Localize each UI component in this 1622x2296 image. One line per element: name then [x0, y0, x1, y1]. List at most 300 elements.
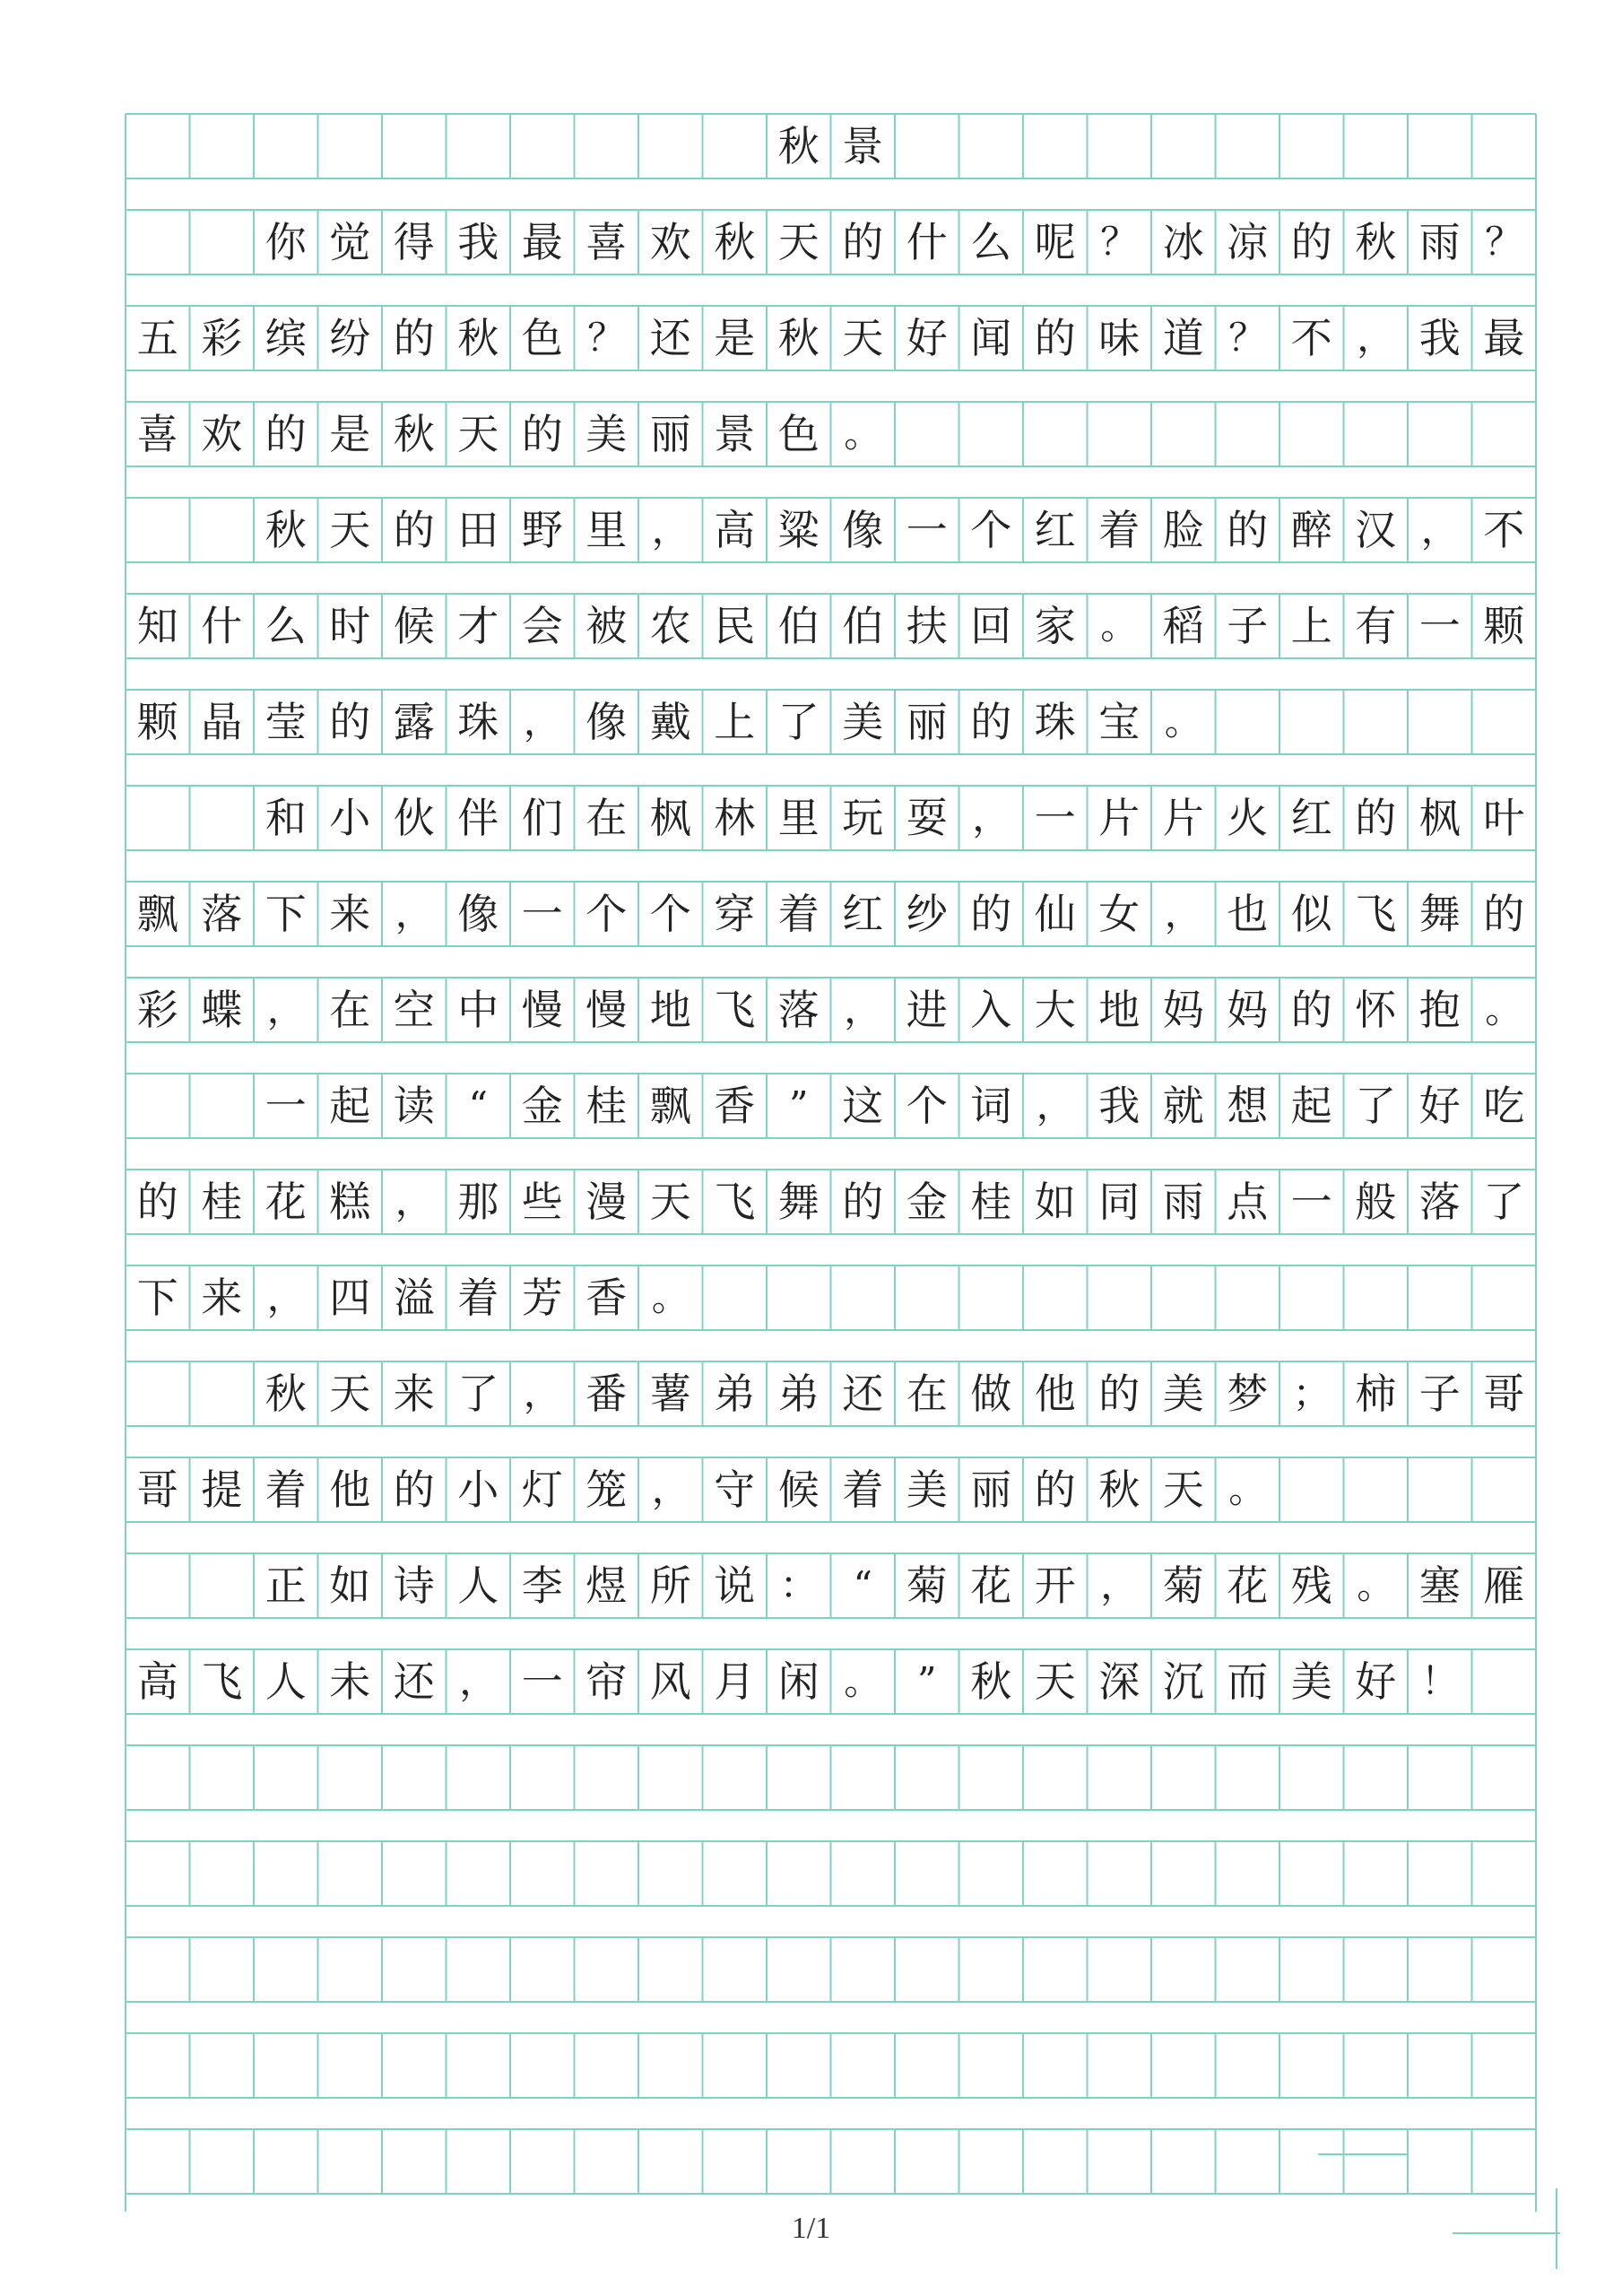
grid-character: 味	[1098, 314, 1141, 362]
grid-character: ？	[587, 316, 626, 360]
grid-character: 红	[1290, 794, 1332, 842]
grid-character: 些	[521, 1178, 563, 1226]
grid-character: 彩	[136, 986, 178, 1034]
grid-character: 不	[1483, 506, 1525, 554]
grid-character: 煜	[585, 1561, 628, 1610]
grid-character: 天	[777, 218, 820, 266]
grid-character: 帘	[585, 1657, 628, 1706]
grid-character: 未	[329, 1657, 371, 1706]
grid-character: 守	[714, 1465, 756, 1514]
grid-character: 候	[777, 1465, 820, 1514]
grid-character: ：	[779, 1563, 818, 1607]
grid-character: 缤	[265, 314, 307, 362]
grid-character: 一	[521, 1657, 563, 1706]
grid-character: 的	[393, 1465, 435, 1514]
grid-character: 四	[329, 1274, 371, 1322]
grid-character: 如	[329, 1561, 371, 1610]
grid-character: 丽	[906, 698, 948, 746]
grid-character: ”	[789, 1083, 809, 1127]
grid-character: 飘	[136, 890, 178, 938]
grid-character: 喜	[585, 218, 628, 266]
grid-character: 子	[1418, 1370, 1461, 1418]
grid-character: 呢	[1034, 218, 1076, 266]
grid-character: 好	[1355, 1657, 1397, 1706]
grid-character: 点	[1227, 1178, 1269, 1226]
grid-character: 的	[136, 1178, 178, 1226]
grid-character: 颗	[136, 698, 178, 746]
grid-character: 。	[1485, 987, 1523, 1031]
grid-character: 来	[329, 890, 371, 938]
grid-character: 里	[585, 506, 628, 554]
grid-character: 五	[136, 314, 178, 362]
grid-character: 梦	[1227, 1370, 1269, 1418]
grid-character: 残	[1290, 1561, 1332, 1610]
grid-character: 的	[970, 890, 1012, 938]
grid-character: 珠	[457, 698, 499, 746]
grid-character: 李	[521, 1561, 563, 1610]
grid-character: 金	[906, 1178, 948, 1226]
grid-character: 落	[1418, 1178, 1461, 1226]
grid-character: 们	[521, 794, 563, 842]
grid-character: 同	[1098, 1178, 1141, 1226]
grid-character: 莹	[265, 698, 307, 746]
grid-character: 舞	[1418, 890, 1461, 938]
grid-character: 起	[329, 1082, 371, 1130]
grid-character: 秋	[265, 506, 307, 554]
grid-character: 做	[970, 1370, 1012, 1418]
grid-character: 笼	[585, 1465, 628, 1514]
grid-character: 林	[714, 794, 756, 842]
grid-character: 人	[457, 1561, 499, 1610]
grid-character: 色	[521, 314, 563, 362]
grid-character: 景	[842, 122, 884, 170]
grid-character: 月	[714, 1657, 756, 1706]
grid-character: 还	[842, 1370, 884, 1418]
grid-character: 芳	[521, 1274, 563, 1322]
grid-character: 小	[457, 1465, 499, 1514]
grid-character: 的	[1034, 1465, 1076, 1514]
grid-character: 仙	[1034, 890, 1076, 938]
grid-character: 金	[521, 1082, 563, 1130]
grid-character: 野	[521, 506, 563, 554]
grid-character: 不	[1290, 314, 1332, 362]
grid-character: 雨	[1418, 218, 1461, 266]
grid-character: 的	[393, 314, 435, 362]
grid-character: 的	[1355, 794, 1397, 842]
grid-character: 桂	[970, 1178, 1012, 1226]
grid-character: 还	[649, 314, 691, 362]
grid-character: 一	[1034, 794, 1076, 842]
grid-character: 闻	[970, 314, 1012, 362]
grid-character: 红	[1034, 506, 1076, 554]
grid-character: 慢	[521, 986, 563, 1034]
grid-character: 最	[521, 218, 563, 266]
grid-character: 好	[1418, 1082, 1461, 1130]
grid-character: ！	[1420, 1659, 1459, 1703]
grid-character: 在	[585, 794, 628, 842]
grid-character: 想	[1227, 1082, 1269, 1130]
grid-character: 糕	[329, 1178, 371, 1226]
grid-character: 个	[585, 890, 628, 938]
grid-character: 来	[201, 1274, 243, 1322]
grid-character: 哥	[136, 1465, 178, 1514]
grid-character: “	[853, 1563, 872, 1607]
grid-character: 我	[1098, 1082, 1141, 1130]
grid-character: ，	[1164, 891, 1202, 935]
grid-character: 在	[329, 986, 371, 1034]
grid-character: 民	[714, 602, 756, 650]
grid-character: 如	[1034, 1178, 1076, 1226]
grid-character: 薯	[649, 1370, 691, 1418]
grid-character: 天	[329, 1370, 371, 1418]
grid-character: 说	[714, 1561, 756, 1610]
grid-character: 伴	[457, 794, 499, 842]
grid-character: 他	[1034, 1370, 1076, 1418]
grid-character: ，	[523, 1371, 561, 1415]
grid-character: 美	[906, 1465, 948, 1514]
grid-character: 家	[1034, 602, 1076, 650]
grid-character: 我	[457, 218, 499, 266]
grid-character: 天	[457, 410, 499, 458]
grid-character: 。	[1164, 700, 1202, 744]
grid-character: 一	[906, 506, 948, 554]
grid-character: 吃	[1483, 1082, 1525, 1130]
grid-character: 秋	[393, 410, 435, 458]
grid-character: 个	[649, 890, 691, 938]
grid-character: 香	[714, 1082, 756, 1130]
grid-character: 什	[906, 218, 948, 266]
grid-character: 来	[393, 1370, 435, 1418]
grid-character: ，	[1036, 1083, 1074, 1127]
grid-character: ，	[395, 891, 433, 935]
grid-character: 露	[393, 698, 435, 746]
grid-character: 飞	[1355, 890, 1397, 938]
grid-character: 的	[329, 698, 371, 746]
grid-character: 玩	[842, 794, 884, 842]
grid-character: 么	[265, 602, 307, 650]
grid-character: 。	[1100, 604, 1139, 648]
grid-character: 伯	[777, 602, 820, 650]
grid-character: 空	[393, 986, 435, 1034]
grid-character: 开	[1034, 1561, 1076, 1610]
grid-character: 一	[521, 890, 563, 938]
grid-character: 在	[906, 1370, 948, 1418]
grid-character: 。	[1228, 1467, 1267, 1511]
grid-character: 了	[777, 698, 820, 746]
grid-character: 汉	[1355, 506, 1397, 554]
grid-character: 着	[265, 1465, 307, 1514]
grid-character: ，	[395, 1179, 433, 1223]
grid-character: 美	[1290, 1657, 1332, 1706]
grid-character: ，	[844, 987, 882, 1031]
grid-character: ，	[523, 700, 561, 744]
grid-character: 深	[1098, 1657, 1141, 1706]
grid-character: 有	[1355, 602, 1397, 650]
grid-character: 美	[1162, 1370, 1204, 1418]
grid-character: 冰	[1162, 218, 1204, 266]
grid-character: 花	[970, 1561, 1012, 1610]
grid-character: 的	[842, 218, 884, 266]
grid-character: 这	[842, 1082, 884, 1130]
grid-character: 大	[1034, 986, 1076, 1034]
grid-character: 天	[842, 314, 884, 362]
grid-character: 片	[1162, 794, 1204, 842]
grid-character: 的	[1483, 890, 1525, 938]
grid-character: 伙	[393, 794, 435, 842]
grid-character: 蝶	[201, 986, 243, 1034]
grid-character: 飞	[714, 986, 756, 1034]
grid-character: 正	[265, 1561, 307, 1610]
grid-character: “	[468, 1083, 488, 1127]
grid-character: 枫	[649, 794, 691, 842]
grid-character: 入	[970, 986, 1012, 1034]
grid-character: 风	[649, 1657, 691, 1706]
grid-character: 纱	[906, 890, 948, 938]
grid-character: 着	[842, 1465, 884, 1514]
corner-scan-mark	[1318, 2152, 1569, 2269]
grid-character: 个	[906, 1082, 948, 1130]
grid-character: 读	[393, 1082, 435, 1130]
grid-character: 粱	[777, 506, 820, 554]
grid-character: ？	[1485, 220, 1523, 264]
grid-character: 小	[329, 794, 371, 842]
grid-character: 红	[842, 890, 884, 938]
grid-character: 着	[457, 1274, 499, 1322]
grid-character: 。	[1357, 1563, 1395, 1607]
grid-character: 秋	[1355, 218, 1397, 266]
grid-character: 天	[1162, 1465, 1204, 1514]
grid-character: 香	[585, 1274, 628, 1322]
grid-character: 落	[201, 890, 243, 938]
grid-character: 的	[265, 410, 307, 458]
grid-character: 哥	[1483, 1370, 1525, 1418]
grid-character: 珠	[1034, 698, 1076, 746]
grid-character: ，	[651, 1467, 690, 1511]
grid-character: 提	[201, 1465, 243, 1514]
grid-character: 着	[777, 890, 820, 938]
grid-character: 秋	[457, 314, 499, 362]
grid-character: ，	[459, 1659, 498, 1703]
grid-character: 。	[844, 1659, 882, 1703]
grid-character: 进	[906, 986, 948, 1034]
grid-character: 的	[1034, 314, 1076, 362]
grid-character: 。	[651, 1275, 690, 1319]
grid-character: 一	[265, 1082, 307, 1130]
grid-character: 秋	[1098, 1465, 1141, 1514]
grid-character: 醉	[1290, 506, 1332, 554]
grid-character: 弟	[714, 1370, 756, 1418]
grid-character: 伯	[842, 602, 884, 650]
grid-character: 秋	[714, 218, 756, 266]
grid-character: 一	[1290, 1178, 1332, 1226]
grid-character: 田	[457, 506, 499, 554]
grid-character: ，	[1100, 1563, 1139, 1607]
grid-character: 了	[457, 1370, 499, 1418]
grid-character: ，	[266, 1275, 305, 1319]
grid-character: 你	[265, 218, 307, 266]
grid-character: 什	[201, 602, 243, 650]
grid-character: 天	[649, 1178, 691, 1226]
grid-character: 柿	[1355, 1370, 1397, 1418]
grid-character: 片	[1098, 794, 1141, 842]
grid-character: 稻	[1162, 602, 1204, 650]
grid-character: 火	[1227, 794, 1269, 842]
grid-character: 桂	[585, 1082, 628, 1130]
grid-character: 我	[1418, 314, 1461, 362]
grid-character: ，	[651, 508, 690, 552]
grid-character: ？	[1100, 220, 1139, 264]
grid-character: 就	[1162, 1082, 1204, 1130]
grid-character: 天	[1034, 1657, 1076, 1706]
grid-character: 晶	[201, 698, 243, 746]
grid-character: 美	[842, 698, 884, 746]
grid-character: 像	[457, 890, 499, 938]
grid-character: ？	[1228, 316, 1267, 360]
grid-character: 欢	[649, 218, 691, 266]
grid-character: 彩	[201, 314, 243, 362]
grid-character: 像	[842, 506, 884, 554]
grid-character: 了	[1483, 1178, 1525, 1226]
grid-character: 秋	[777, 122, 820, 170]
grid-character: 雨	[1162, 1178, 1204, 1226]
grid-character: 飘	[649, 1082, 691, 1130]
grid-character: 凉	[1227, 218, 1269, 266]
grid-character: 番	[585, 1370, 628, 1418]
grid-character: 闲	[777, 1657, 820, 1706]
grid-character: 桂	[201, 1178, 243, 1226]
grid-character: 枫	[1418, 794, 1461, 842]
grid-character: 才	[457, 602, 499, 650]
grid-character: 他	[329, 1465, 371, 1514]
grid-character: 道	[1162, 314, 1204, 362]
grid-character: 菊	[1162, 1561, 1204, 1610]
grid-character: ，	[266, 987, 305, 1031]
grid-character: 的	[1227, 506, 1269, 554]
grid-character: 是	[714, 314, 756, 362]
grid-character: 灯	[521, 1465, 563, 1514]
grid-character: 沉	[1162, 1657, 1204, 1706]
grid-character: 上	[714, 698, 756, 746]
grid-character: 秋	[265, 1370, 307, 1418]
grid-character: 好	[906, 314, 948, 362]
grid-character: 飞	[714, 1178, 756, 1226]
grid-character: 人	[265, 1657, 307, 1706]
grid-character: 农	[649, 602, 691, 650]
grid-character: ，	[972, 796, 1010, 839]
grid-character: ，	[1420, 508, 1459, 552]
grid-character: 地	[1098, 986, 1141, 1034]
page-number: 1/1	[791, 2212, 831, 2245]
grid-character: 般	[1355, 1178, 1397, 1226]
grid-character: 像	[585, 698, 628, 746]
grid-character: 女	[1098, 890, 1141, 938]
grid-character: 也	[1227, 890, 1269, 938]
grid-character: ，	[1357, 316, 1395, 360]
grid-character: 词	[970, 1082, 1012, 1130]
grid-character: 而	[1227, 1657, 1269, 1706]
grid-character: 雁	[1483, 1561, 1525, 1610]
grid-character: 秋	[777, 314, 820, 362]
grid-character: 的	[1290, 986, 1332, 1034]
grid-character: 着	[1098, 506, 1141, 554]
grid-character: 所	[649, 1561, 691, 1610]
grid-character: 喜	[136, 410, 178, 458]
grid-character: 叶	[1483, 794, 1525, 842]
grid-character: 慢	[585, 986, 628, 1034]
grid-character: 欢	[201, 410, 243, 458]
grid-character: 诗	[393, 1561, 435, 1610]
grid-character: 美	[585, 410, 628, 458]
grid-character: 。	[844, 412, 882, 456]
grid-character: 高	[136, 1657, 178, 1706]
grid-character: 知	[136, 602, 178, 650]
grid-character: 被	[585, 602, 628, 650]
grid-character: 的	[521, 410, 563, 458]
grid-character: 耍	[906, 794, 948, 842]
grid-character: 花	[1227, 1561, 1269, 1610]
grid-character: 扶	[906, 602, 948, 650]
grid-character: 的	[1290, 218, 1332, 266]
grid-character: ”	[917, 1659, 937, 1703]
grid-character: 天	[329, 506, 371, 554]
grid-character: ；	[1292, 1371, 1331, 1415]
grid-character: 塞	[1418, 1561, 1461, 1610]
grid-character: 漫	[585, 1178, 628, 1226]
grid-character: 的	[842, 1178, 884, 1226]
grid-character: 和	[265, 794, 307, 842]
grid-character: 的	[393, 506, 435, 554]
grid-character: 溢	[393, 1274, 435, 1322]
grid-character: 候	[393, 602, 435, 650]
grid-character: 怀	[1355, 986, 1397, 1034]
grid-character: 抱	[1418, 986, 1461, 1034]
grid-character: 起	[1290, 1082, 1332, 1130]
grid-character: 妈	[1227, 986, 1269, 1034]
grid-character: 里	[777, 794, 820, 842]
grid-character: 落	[777, 986, 820, 1034]
grid-character: 舞	[777, 1178, 820, 1226]
grid-character: 子	[1227, 602, 1269, 650]
grid-character: 戴	[649, 698, 691, 746]
grid-character: 地	[649, 986, 691, 1034]
grid-character: 穿	[714, 890, 756, 938]
grid-character: 似	[1290, 890, 1332, 938]
grid-character: 还	[393, 1657, 435, 1706]
grid-character: 菊	[906, 1561, 948, 1610]
grid-character: 了	[1355, 1082, 1397, 1130]
grid-character: 景	[714, 410, 756, 458]
grid-character: 色	[777, 410, 820, 458]
grid-character: 最	[1483, 314, 1525, 362]
grid-character: 宝	[1098, 698, 1141, 746]
grid-character: 个	[970, 506, 1012, 554]
grid-character: 一	[1418, 602, 1461, 650]
grid-character: 丽	[649, 410, 691, 458]
grid-character: 上	[1290, 602, 1332, 650]
grid-character: 回	[970, 602, 1012, 650]
grid-character: 觉	[329, 218, 371, 266]
grid-character: 丽	[970, 1465, 1012, 1514]
grid-character: 脸	[1162, 506, 1204, 554]
grid-character: 的	[1098, 1370, 1141, 1418]
grid-character: 下	[136, 1274, 178, 1322]
grid-character: 高	[714, 506, 756, 554]
grid-character: 中	[457, 986, 499, 1034]
grid-character: 弟	[777, 1370, 820, 1418]
grid-character: 飞	[201, 1657, 243, 1706]
grid-character: 会	[521, 602, 563, 650]
grid-character: 时	[329, 602, 371, 650]
